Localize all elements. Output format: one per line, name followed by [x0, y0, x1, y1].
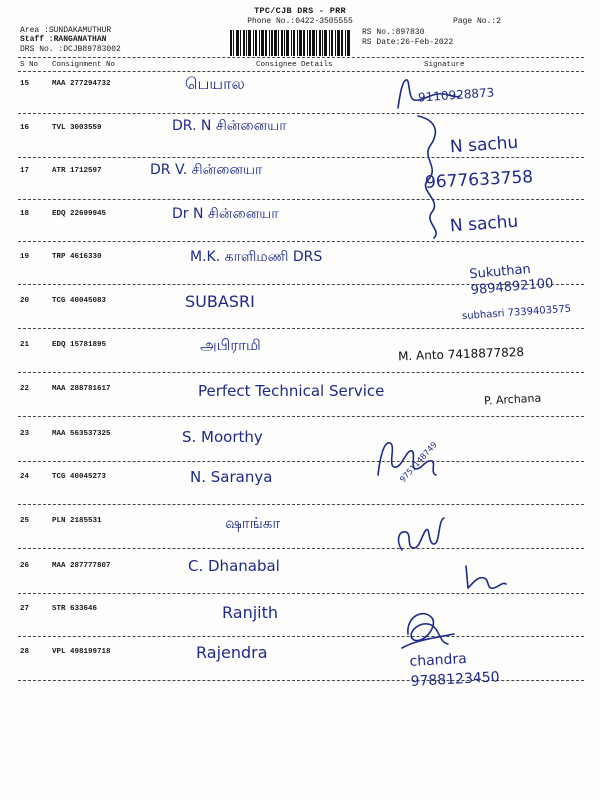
handwritten-signature-text: 9110928873: [417, 85, 495, 105]
row-sno: 24: [20, 473, 30, 481]
row-sno: 16: [20, 124, 30, 132]
barcode-image: [230, 30, 350, 56]
row-consignment: MAA 563537325: [52, 430, 111, 438]
handwritten-signature-text: chandra 9788123450: [409, 650, 501, 690]
staff-label: Staff :: [20, 35, 54, 44]
phone-number: Phone No.:0422-3505555: [247, 17, 353, 26]
row-sno: 20: [20, 297, 30, 305]
drs-line: [20, 45, 121, 54]
row-sno: 22: [20, 385, 30, 393]
row-consignment: STR 633646: [52, 605, 98, 613]
handwritten-signature-text: P. Archana: [483, 391, 542, 408]
drs-value: DCJB89783002: [63, 45, 121, 54]
row-consignment: MAA 277294732: [52, 80, 111, 88]
handwritten-signature-text: 9677633758: [424, 167, 534, 193]
row-divider: [18, 636, 584, 637]
row-consignment: TCG 40045083: [52, 297, 107, 305]
row-divider: [18, 372, 584, 373]
row-consignment: EDQ 22699945: [52, 210, 107, 218]
row-divider: [18, 416, 584, 417]
row-sno: 27: [20, 605, 30, 613]
handwritten-consignee: பெயால: [185, 74, 245, 93]
handwritten-consignee: N. Saranya: [190, 468, 273, 486]
row-divider: [18, 199, 584, 200]
signature-scribble: [392, 74, 462, 114]
row-consignment: VPL 498199718: [52, 648, 111, 656]
handwritten-consignee: Ranjith: [222, 603, 279, 622]
row-divider: [18, 461, 584, 462]
page-number: Page No.:2: [453, 17, 502, 26]
row-consignment: ATR 1712597: [52, 167, 102, 175]
row-consignment: PLN 2185531: [52, 517, 102, 525]
row-sno: 18: [20, 210, 30, 218]
handwritten-consignee: S. Moorthy: [182, 428, 263, 446]
handwritten-consignee: Rajendra: [196, 643, 268, 662]
row-sno: 23: [20, 430, 30, 438]
handwritten-consignee: DR V. சின்னையா: [150, 162, 263, 178]
row-consignment: TCG 40045273: [52, 473, 107, 481]
handwritten-consignee: Perfect Technical Service: [198, 382, 385, 400]
handwritten-signature-text: N sachu: [449, 211, 519, 237]
rs-number: RS No.:897830: [362, 28, 425, 37]
brace-mark: [412, 112, 452, 242]
row-sno: 21: [20, 341, 30, 349]
signature-scribble: [460, 562, 510, 594]
row-consignment: TVL 3003559: [52, 124, 102, 132]
sheet-title: TPC/CJB DRS - PRR: [254, 6, 346, 16]
rs-date: RS Date:26-Feb-2022: [362, 38, 454, 47]
handwritten-consignee: Dr N சின்னையா: [172, 206, 279, 222]
handwritten-consignee: DR. N சின்னையா: [172, 118, 287, 134]
col-sno-header: S No: [20, 61, 39, 69]
row-divider: [18, 504, 584, 505]
staff-line: [20, 35, 106, 44]
staff-value: RANGANATHAN: [53, 35, 107, 44]
row-divider: [18, 548, 584, 549]
row-sno: 15: [20, 80, 30, 88]
row-sno: 26: [20, 562, 30, 570]
area-value: SUNDAKAMUTHUR: [48, 26, 112, 35]
handwritten-consignee: ஷாங்கா: [225, 514, 281, 532]
signature-scribble: [392, 510, 452, 555]
row-sno: 25: [20, 517, 30, 525]
handwritten-signature-text: 9751148749: [398, 440, 439, 485]
col-signature-header: Signature: [424, 61, 465, 69]
handwritten-consignee: அபிராமி: [200, 336, 261, 354]
divider: [18, 71, 584, 72]
row-consignment: EDQ 15781895: [52, 341, 107, 349]
row-divider: [18, 328, 584, 329]
signature-scribble: [370, 435, 440, 485]
row-divider: [18, 241, 584, 242]
divider: [18, 57, 584, 58]
drs-label: DRS No. :: [20, 45, 64, 54]
handwritten-consignee: M.K. காளிமணி DRS: [190, 249, 323, 265]
area-line: [20, 26, 111, 35]
handwritten-signature-text: N sachu: [449, 132, 519, 158]
signature-scribble: [398, 604, 458, 652]
row-sno: 28: [20, 648, 30, 656]
handwritten-consignee: SUBASRI: [185, 292, 255, 311]
col-consignment-header: Consignment No: [52, 61, 116, 69]
handwritten-consignee: C. Dhanabal: [188, 557, 280, 575]
handwritten-signature-text: M. Anto 7418877828: [397, 344, 525, 364]
row-consignment: MAA 288781617: [52, 385, 111, 393]
col-details-header: Consignee Details: [256, 61, 333, 69]
handwritten-signature-text: Sukuthan 9894892100: [468, 261, 554, 299]
area-label: Area :: [20, 26, 49, 35]
row-consignment: TRP 4616330: [52, 253, 102, 261]
row-sno: 17: [20, 167, 30, 175]
row-sno: 19: [20, 253, 30, 261]
row-divider: [18, 113, 584, 114]
row-divider: [18, 157, 584, 158]
handwritten-signature-text: subhasri 7339403575: [461, 303, 572, 323]
row-consignment: MAA 287777807: [52, 562, 111, 570]
